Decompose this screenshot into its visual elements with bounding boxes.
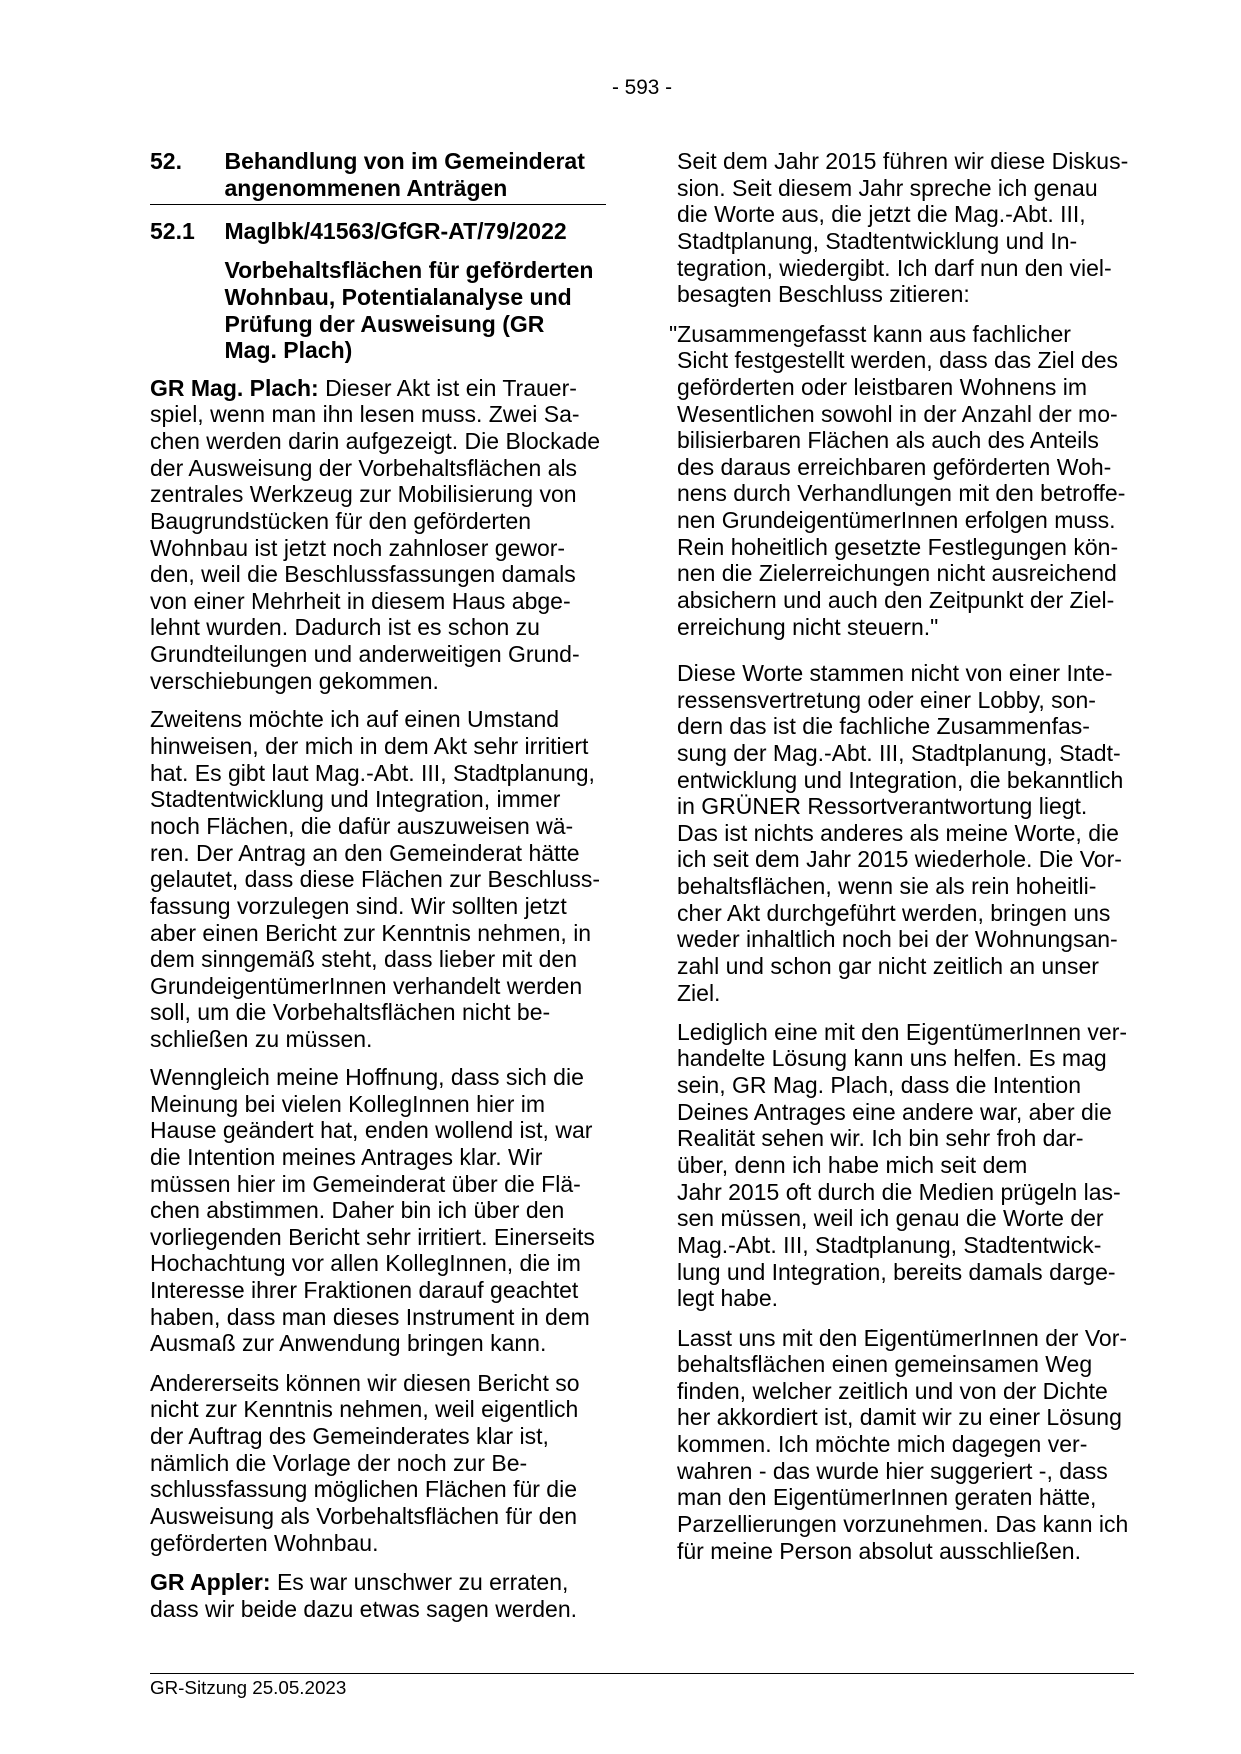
text-line: Ausweisung als Vorbehaltsflächen für den (150, 1502, 578, 1529)
paragraph (677, 1325, 1128, 1565)
text-line: hat. Es gibt laut Mag.-Abt. III, Stadtplanung, (150, 759, 595, 786)
text-line: behaltsflächen einen gemeinsamen Weg (677, 1351, 1093, 1378)
text-line: Diese Worte stammen nicht von einer Inte- (677, 660, 1113, 686)
text-line: kommen. Ich möchte mich dagegen ver- (677, 1431, 1088, 1458)
text-line: verschiebungen gekommen. (150, 667, 439, 694)
text-line: Mag.-Abt. III, Stadtplanung, Stadtentwick- (677, 1231, 1102, 1258)
text-line: erreichung nicht steuern." (677, 613, 939, 640)
text-line: Sicht festgestellt werden, dass das Ziel des (677, 347, 1119, 374)
text-line: bilisierbaren Flächen als auch des Anteils (677, 427, 1099, 454)
paragraph (150, 706, 600, 1052)
text-line: noch Flächen, die dafür auszuweisen wä- (150, 812, 574, 839)
text-line: lung und Integration, bereits damals darge- (677, 1258, 1116, 1285)
section-divider (150, 204, 606, 205)
text-line: ressensvertretung oder einer Lobby, son- (677, 686, 1096, 713)
text-line: für meine Person absolut ausschließen. (677, 1537, 1081, 1564)
text-line: Jahr 2015 oft durch die Medien prügeln las- (677, 1178, 1121, 1205)
text-line: geförderten Wohnbau. (150, 1529, 379, 1556)
text-line: Rein hoheitlich gesetzte Festlegungen kön- (677, 533, 1119, 560)
text-line: nämlich die Vorlage der noch zur Be- (150, 1449, 528, 1476)
text-line: nens durch Verhandlungen mit den betroffe- (677, 480, 1126, 507)
text-line: in GRÜNER Ressortverantwortung liegt. (677, 793, 1088, 820)
text-line: der Auftrag des Gemeinderates klar ist, (150, 1422, 549, 1449)
text-line: entwicklung und Integration, die bekanntlich (677, 766, 1124, 793)
text-line: Ziel. (677, 979, 721, 1006)
text-line: handelte Lösung kann uns helfen. Es mag (677, 1045, 1107, 1072)
text-line: des daraus erreichbaren geförderten Woh- (677, 453, 1112, 480)
text-line: chen werden darin aufgezeigt. Die Blockade (150, 427, 601, 454)
text-line: zahl und schon gar nicht zeitlich an unser (677, 953, 1099, 980)
text-line: absichern und auch den Zeitpunkt der Ziel- (677, 587, 1115, 613)
text-line: Lediglich eine mit den EigentümerInnen ver- (677, 1018, 1128, 1045)
text-line: her akkordiert ist, damit wir zu einer Lösung (677, 1404, 1122, 1431)
text-line: Meinung bei vielen KollegInnen hier im (150, 1090, 546, 1117)
text-line: GrundeigentümerInnen verhandelt werden (150, 972, 583, 999)
speaker-name: GR Mag. Plach: (150, 374, 319, 401)
text-line: dem sinngemäß steht, dass lieber mit den (150, 946, 577, 973)
item-title-line: Wohnbau, Potentialanalyse und (224, 284, 572, 311)
text-line: die Worte aus, die jetzt die Mag.-Abt. III, (677, 201, 1086, 228)
text-line: die Intention meines Antrages klar. Wir (150, 1143, 543, 1170)
text-line: gelautet, dass diese Flächen zur Beschluss- (150, 866, 601, 893)
paragraph (150, 1064, 595, 1357)
text-line: Seit dem Jahr 2015 führen wir diese Diskus- (677, 148, 1129, 174)
text-line: Lasst uns mit den EigentümerInnen der Vor- (677, 1324, 1128, 1351)
text-line: Stadtentwicklung und Integration, immer (150, 786, 561, 813)
section-title (225, 148, 585, 201)
text-line: lehnt wurden. Dadurch ist es schon zu (150, 614, 540, 641)
text-line: Wohnbau ist jetzt noch zahnloser gewor- (150, 534, 566, 561)
text-line: Realität sehen wir. Ich bin sehr froh dar- (677, 1125, 1084, 1152)
text-line: Zweitens möchte ich auf einen Umstand (150, 706, 560, 733)
text-line: der Ausweisung der Vorbehaltsflächen als (150, 454, 578, 481)
text-line: Ausmaß zur Anwendung bringen kann. (150, 1330, 547, 1357)
text-line: Wesentlichen sowohl in der Anzahl der mo- (677, 400, 1118, 427)
text-line (150, 1569, 577, 1596)
item-title-line: Prüfung der Ausweisung (GR (224, 310, 545, 337)
paragraph (677, 1019, 1127, 1312)
text-line: von einer Mehrheit in diesem Haus abge- (150, 587, 571, 614)
footer-divider (150, 1673, 1134, 1674)
text-line: spiel, wenn man ihn lesen muss. Zwei Sa- (150, 401, 580, 428)
text-line: behaltsflächen, wenn sie als rein hoheitli- (677, 873, 1097, 900)
section-title-line: angenommenen Anträgen (224, 174, 508, 201)
text-line (150, 375, 600, 402)
text-line: fassung vorzulegen sind. Wir sollten jetzt (150, 892, 567, 919)
text-line: dass wir beide dazu etwas sagen werden. (150, 1595, 578, 1622)
paragraph (150, 1370, 580, 1556)
text-line: ich seit dem Jahr 2015 wiederhole. Die Vor- (677, 846, 1122, 873)
text-line: sen müssen, weil ich genau die Worte der (677, 1205, 1104, 1232)
text-line: "Zusammengefasst kann aus fachlicher (669, 320, 1071, 347)
text-line: Wenngleich meine Hoffnung, dass sich die (150, 1064, 584, 1090)
item-reference: Maglbk/41563/GfGR-AT/79/2022 (224, 218, 567, 244)
text-run: Dieser Akt ist ein Trauer- (325, 374, 577, 401)
text-line: Hochachtung vor allen KollegInnen, die im (150, 1250, 581, 1277)
page-number: - 593 - (611, 76, 673, 99)
text-line: Baugrundstücken für den geförderten (150, 507, 532, 534)
text-line: aber einen Bericht zur Kenntnis nehmen, in (150, 919, 592, 946)
text-line: man den EigentümerInnen geraten hätte, (677, 1484, 1097, 1511)
paragraph (677, 660, 1123, 1006)
text-line: Grundteilungen und anderweitigen Grund- (150, 641, 580, 668)
quote-paragraph (669, 320, 1126, 641)
text-line: sein, GR Mag. Plach, dass die Intention (677, 1072, 1081, 1099)
text-line: Deines Antrages eine andere war, aber die (677, 1098, 1112, 1125)
text-line: nen die Zielerreichungen nicht ausreichend (677, 560, 1117, 587)
text-line: soll, um die Vorbehaltsflächen nicht be- (150, 999, 551, 1026)
text-line: Stadtplanung, Stadtentwicklung und In- (677, 227, 1078, 254)
text-line: den, weil die Beschlussfassungen damals (150, 561, 576, 588)
text-line: schlussfassung möglichen Flächen für die (150, 1476, 578, 1503)
text-line: cher Akt durchgeführt werden, bringen uns (677, 899, 1111, 926)
item-title-line: Vorbehaltsflächen für geförderten (224, 257, 594, 284)
text-line: haben, dass man dieses Instrument in dem (150, 1303, 590, 1330)
text-line: zentrales Werkzeug zur Mobilisierung von (150, 481, 577, 508)
item-number: 52.1 (150, 218, 195, 244)
text-line: chen abstimmen. Daher bin ich über den (150, 1197, 565, 1224)
section-title-line: Behandlung von im Gemeinderat (224, 148, 585, 174)
item-title (225, 257, 594, 364)
text-line: wahren - das wurde hier suggeriert -, dass (677, 1457, 1108, 1484)
text-line: sion. Seit diesem Jahr spreche ich genau (677, 174, 1098, 201)
speaker-name: GR Appler: (150, 1569, 271, 1596)
text-line: über, denn ich habe mich seit dem (677, 1152, 1028, 1178)
text-line: ren. Der Antrag an den Gemeinderat hätte (150, 839, 580, 866)
text-line: legt habe. (677, 1285, 779, 1312)
text-line: weder inhaltlich noch bei der Wohnungsan- (677, 926, 1118, 953)
text-line: hinweisen, der mich in dem Akt sehr irritiert (150, 733, 589, 760)
paragraph (677, 148, 1128, 308)
text-line: Hause geändert hat, enden wollend ist, war (150, 1117, 593, 1144)
item-title-line: Mag. Plach) (224, 337, 353, 364)
section-number: 52. (150, 148, 182, 174)
text-line: tegration, wiedergibt. Ich darf nun den viel- (677, 254, 1112, 281)
text-line: vorliegenden Bericht sehr irritiert. Einerseits (150, 1223, 595, 1250)
text-line: sung der Mag.-Abt. III, Stadtplanung, Stadt- (677, 739, 1121, 766)
text-line: Das ist nichts anderes als meine Worte, die (677, 819, 1119, 846)
text-line: Andererseits können wir diesen Bericht so (150, 1369, 580, 1396)
text-line: Parzellierungen vorzunehmen. Das kann ich (677, 1510, 1129, 1537)
speech-paragraph (150, 1569, 577, 1622)
text-line: besagten Beschluss zitieren: (677, 281, 970, 308)
text-line: dern das ist die fachliche Zusammenfas- (677, 713, 1090, 740)
text-line: geförderten oder leistbaren Wohnens im (677, 373, 1087, 400)
text-line: schließen zu müssen. (150, 1026, 373, 1053)
text-run: Es war unschwer zu erraten, (276, 1569, 569, 1596)
footer-session: GR-Sitzung 25.05.2023 (150, 1677, 347, 1698)
text-line: nen GrundeigentümerInnen erfolgen muss. (677, 507, 1116, 534)
text-line: müssen hier im Gemeinderat über die Flä- (150, 1170, 581, 1197)
speech-paragraph (150, 375, 600, 695)
text-line: finden, welcher zeitlich und von der Dichte (677, 1377, 1108, 1404)
text-line: Interesse ihrer Fraktionen darauf geachtet (150, 1277, 579, 1304)
text-line: nicht zur Kenntnis nehmen, weil eigentlich (150, 1396, 579, 1423)
